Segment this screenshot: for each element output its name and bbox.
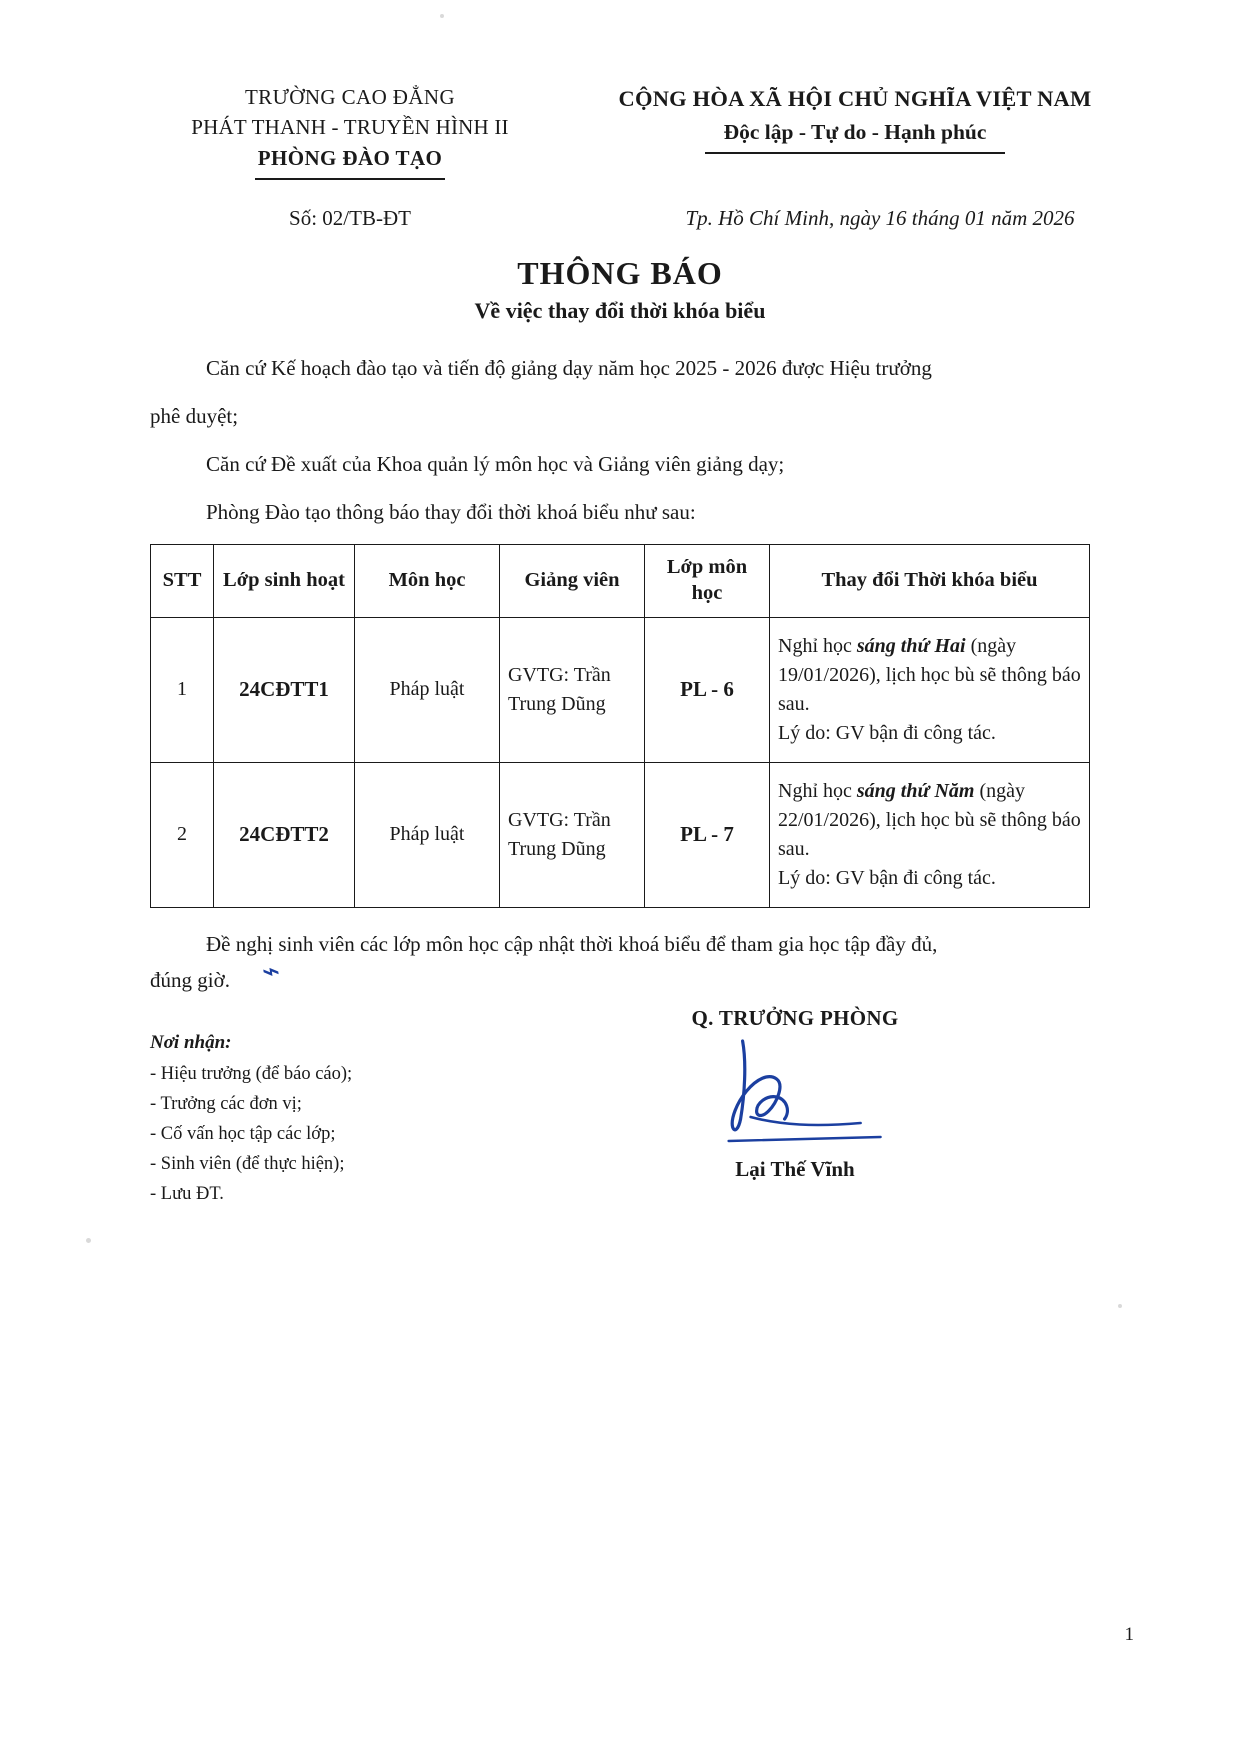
signature-image [580, 1031, 1010, 1153]
note-reason: Lý do: GV bận đi công tác. [778, 721, 996, 744]
note-suffix: (ngày 22/01/2026), lịch học bù sẽ thông báo sau. [778, 779, 1081, 860]
table-row [151, 762, 1090, 907]
closing-block [150, 926, 1090, 998]
cell-mon-hoc: Pháp luật [355, 617, 500, 762]
schedule-table-wrapper [150, 544, 1090, 907]
document-footer [150, 1005, 1090, 1210]
body-paragraph-1-line1: Căn cứ Kế hoạch đào tạo và tiến độ giảng dạy năm học 2025 - 2026 được Hiệu trưởng [206, 355, 932, 380]
header-divider-right [705, 152, 1005, 154]
note-emphasis: sáng thứ Hai [856, 634, 966, 657]
body-paragraph-1 [150, 350, 1090, 386]
page-number: 1 [1124, 1624, 1134, 1645]
note-prefix: Nghỉ học [778, 779, 857, 802]
cell-thay-doi [770, 762, 1090, 907]
place-date: Tp. Hồ Chí Minh, ngày 16 tháng 01 năm 2026 [685, 205, 1075, 230]
scan-speck [86, 1238, 91, 1243]
signature-block [580, 1005, 1090, 1210]
table-header-lop-mon-hoc: Lớp môn học [645, 545, 770, 617]
table-header-mon-hoc: Môn học [355, 545, 500, 617]
recipient-item: - Hiệu trưởng (để báo cáo); [150, 1063, 353, 1084]
schedule-table [150, 544, 1090, 907]
table-header-row [151, 545, 1090, 617]
table-header-lop-sinh-hoat: Lớp sinh hoạt [214, 545, 355, 617]
body-paragraph-1-cont: phê duyệt; [150, 404, 239, 429]
document-body [150, 350, 1090, 530]
handwritten-signature-icon [685, 1033, 925, 1153]
header-divider-left [255, 178, 445, 180]
recipient-item: - Cố vấn học tập các lớp; [150, 1123, 336, 1144]
signer-title: Q. TRƯỞNG PHÒNG [691, 1005, 899, 1030]
national-title: CỘNG HÒA XÃ HỘI CHỦ NGHĨA VIỆT NAM [618, 86, 1092, 111]
cell-mon-hoc: Pháp luật [355, 762, 500, 907]
scan-speck [440, 14, 444, 18]
table-header-stt: STT [151, 545, 214, 617]
national-motto: Độc lập - Tự do - Hạnh phúc [723, 119, 987, 144]
cell-giang-vien: GVTG: Trần Trung Dũng [500, 762, 645, 907]
note-reason: Lý do: GV bận đi công tác. [778, 866, 996, 889]
recipients-title: Nơi nhận: [150, 1031, 232, 1053]
scan-speck [1118, 1304, 1122, 1308]
note-prefix: Nghỉ học [778, 634, 857, 657]
document-number: Số: 02/TB-ĐT [289, 205, 411, 230]
cell-lop-mon-hoc: PL - 7 [645, 762, 770, 907]
closing-line-2 [150, 953, 1090, 998]
recipient-item: - Trưởng các đơn vị; [150, 1093, 302, 1114]
note-emphasis: sáng thứ Năm [856, 779, 975, 802]
recipient-item: - Sinh viên (để thực hiện); [150, 1153, 345, 1174]
document-subtitle: Về việc thay đổi thời khóa biểu [474, 297, 766, 323]
document-title: THÔNG BÁO [517, 254, 723, 291]
organization-block [140, 82, 560, 180]
cell-lop-sinh-hoat: 24CĐTT1 [214, 617, 355, 762]
recipient-item: - Lưu ĐT. [150, 1183, 224, 1204]
title-block [0, 255, 1240, 324]
initial-mark-icon: ⌁ [259, 953, 283, 989]
number-date-row [0, 206, 1240, 231]
closing-line-1: Đề nghị sinh viên các lớp môn học cập nhật thời khoá biểu để tham gia học tập đầy đủ, [206, 931, 938, 956]
note-suffix: (ngày 19/01/2026), lịch học bù sẽ thông báo sau. [778, 634, 1081, 715]
org-name-line1: TRƯỜNG CAO ĐẲNG [244, 85, 456, 109]
cell-lop-sinh-hoat: 24CĐTT2 [214, 762, 355, 907]
signer-name: Lại Thế Vĩnh [735, 1156, 855, 1181]
document-header [0, 0, 1240, 180]
national-heading-block [560, 82, 1240, 180]
org-name-line2: PHÁT THANH - TRUYỀN HÌNH II [191, 115, 509, 140]
cell-giang-vien: GVTG: Trần Trung Dũng [500, 617, 645, 762]
cell-stt: 1 [151, 617, 214, 762]
closing-line-2-text: đúng giờ. [150, 967, 230, 992]
table-header-giang-vien: Giảng viên [500, 545, 645, 617]
table-header-thay-doi: Thay đổi Thời khóa biểu [770, 545, 1090, 617]
cell-stt: 2 [151, 762, 214, 907]
cell-lop-mon-hoc: PL - 6 [645, 617, 770, 762]
body-paragraph-2: Căn cứ Đề xuất của Khoa quản lý môn học và Giảng viên giảng dạy; [206, 452, 785, 477]
org-department: PHÒNG ĐÀO TẠO [257, 145, 443, 170]
table-row [151, 617, 1090, 762]
recipients-block [150, 1028, 580, 1210]
cell-thay-doi [770, 617, 1090, 762]
body-paragraph-3: Phòng Đào tạo thông báo thay đổi thời khoá biểu như sau: [206, 500, 696, 525]
